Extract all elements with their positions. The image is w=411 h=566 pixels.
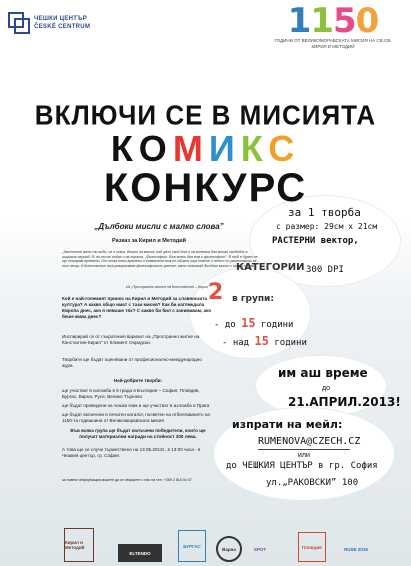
comics-letter: С: [268, 128, 301, 169]
logo-line-2: ČESKÉ CENTRUM: [34, 24, 91, 30]
intro-subtitle: „Дълбоки мисли с малко слова”: [94, 222, 224, 231]
email-underline: [258, 449, 350, 450]
best-works-list: [62, 388, 214, 427]
best-works-heading: Най-добрите творби:: [113, 378, 163, 383]
partner-logo: RUSE 2019: [344, 546, 368, 552]
deadline-date: 21.АПРИЛ.2013!: [288, 395, 401, 409]
address-line-1: до ЧЕШКИЯ ЦЕНТЪР в гр. София: [226, 461, 378, 471]
comics-letter: К: [110, 128, 139, 169]
anniversary-logo: [273, 1, 393, 50]
list-item: ще бъдат включени в печатен каталог, посветен на отбелязването на 1150-та годишнина от Великоморавската мисия: [62, 412, 210, 423]
ceremony-text: А това ще се случи тържествено на 13.05.2013г., в 13:00 часа - в Чешкия център, гр. София.: [62, 447, 201, 458]
comics-letter: К: [240, 128, 269, 169]
intro-credit: Из „Пространно житие на Константин – Кирил”: [126, 285, 210, 289]
czech-centre-logo-text: [34, 15, 90, 31]
czech-centre-logo-icon: [8, 12, 30, 34]
age-over-unit: години: [268, 338, 307, 348]
categories-label: КАТЕГОРИИ: [236, 262, 305, 273]
address-line-2: ул.„РАКОВСКИ” 100: [266, 478, 359, 488]
format-label: РАСТЕРНИ вектор,: [272, 236, 359, 246]
partner-logos: [0, 520, 411, 566]
age-under-unit: години: [255, 320, 294, 330]
list-item: ще участват в изложба в 6 града в България – София, Пловдив, Бургас, Варна, Русе, Велико Търново: [62, 388, 200, 399]
partner-logo: ELTENDO: [118, 544, 162, 562]
size-label: с размер: 29см х 21см: [276, 222, 378, 231]
age-under-number: 15: [241, 316, 256, 330]
partner-logo: Варна: [216, 536, 242, 562]
intro-author: Разказ за Кирил и Методий: [112, 238, 186, 244]
categories-count: 2: [208, 280, 224, 305]
award-text: Във всяка група ще бъдат излъчени победители, които ще получат материални награди на стойност 300 лева.: [70, 428, 206, 439]
anniversary-year: [273, 1, 393, 41]
or-label: или: [298, 452, 310, 459]
groups-label: в групи:: [232, 294, 274, 304]
title-comics: [0, 128, 411, 170]
per-work-label: за 1 творба: [288, 206, 361, 219]
year-digit: 0: [355, 1, 379, 41]
logo-line-1: ЧЕШКИ ЦЕНТЪР: [34, 16, 88, 22]
year-digit: 1: [287, 1, 311, 41]
year-digit: 1: [310, 1, 333, 41]
title-contest: КОНКУРС: [103, 166, 308, 210]
intro-paragraph: „Започнете като то види, че е така, дошли на място над цели свой дом и на големия дял много свободно в широкия период. Я, по-късно видях и на хората. „Философът. Във всеки дял виж и философът”. Я той е бурен не ще откарам времето. От това тези времени и отмяната виж по-обикно още повече и често по разпитващи за тих неща. И Константин виж разкрасявае философското умение, като неговиай дълбоки мисли с малко слова.”: [62, 250, 258, 268]
send-label: изпрати на мейл:: [232, 418, 343, 431]
contact-footnote: за повече информация можете да се свържете с нас на тел. +359 2 815 04 07: [62, 478, 192, 482]
age-group-under: [214, 316, 293, 330]
comics-letter: О: [138, 128, 173, 169]
question-text: Кой е най-големият принос на Кирил и Методий за славянската култура? А какво общо имат с тази мисия? Как би изглеждала Европа днес, ако я нямаше тях? С какво би бил с занимавам, ако беше жива днес?: [62, 296, 212, 319]
jury-text: Творбите ще бъдат оценявани от професионално-международно жури.: [62, 357, 202, 368]
partner-logo: SPOT: [253, 546, 267, 552]
year-digit: 5: [333, 1, 356, 41]
deadline-until: до: [322, 385, 330, 392]
partner-logo: Кирил и Методий: [64, 528, 94, 562]
comics-letter: М: [172, 128, 209, 169]
anniversary-caption: ГОДИНИ ОТ ВЕЛИКОМОРАВСКАТА МИСИЯ НА СВ.СВ. КИРИЛ И МЕТОДИЙ: [274, 38, 392, 49]
inspiration-text: Инспирирай се от съкратения вариант на „Пространно житие на Константин-Кирил” от Климент Охридски.: [62, 334, 200, 345]
partner-logo: БУРГАС: [178, 530, 206, 562]
age-group-over: [222, 334, 307, 348]
dpi-label: 300 DPI: [306, 265, 344, 275]
title-mission: ВКЛЮЧИ СЕ В МИСИЯТА: [34, 99, 377, 131]
deadline-label: им аш време: [278, 366, 368, 380]
partner-logo: Пловдив: [298, 532, 326, 562]
age-over-number: 15: [254, 334, 269, 348]
list-item: ще бъдат преведени на чешки език и ще участват в изложба в Прага: [62, 403, 210, 408]
comics-letter: И: [208, 128, 241, 169]
czech-centre-logo: [8, 12, 90, 34]
age-over-prefix: - над: [222, 338, 255, 348]
contact-email[interactable]: RUMENOVA@CZECH.CZ: [258, 436, 361, 447]
age-under-prefix: - до: [214, 320, 242, 330]
